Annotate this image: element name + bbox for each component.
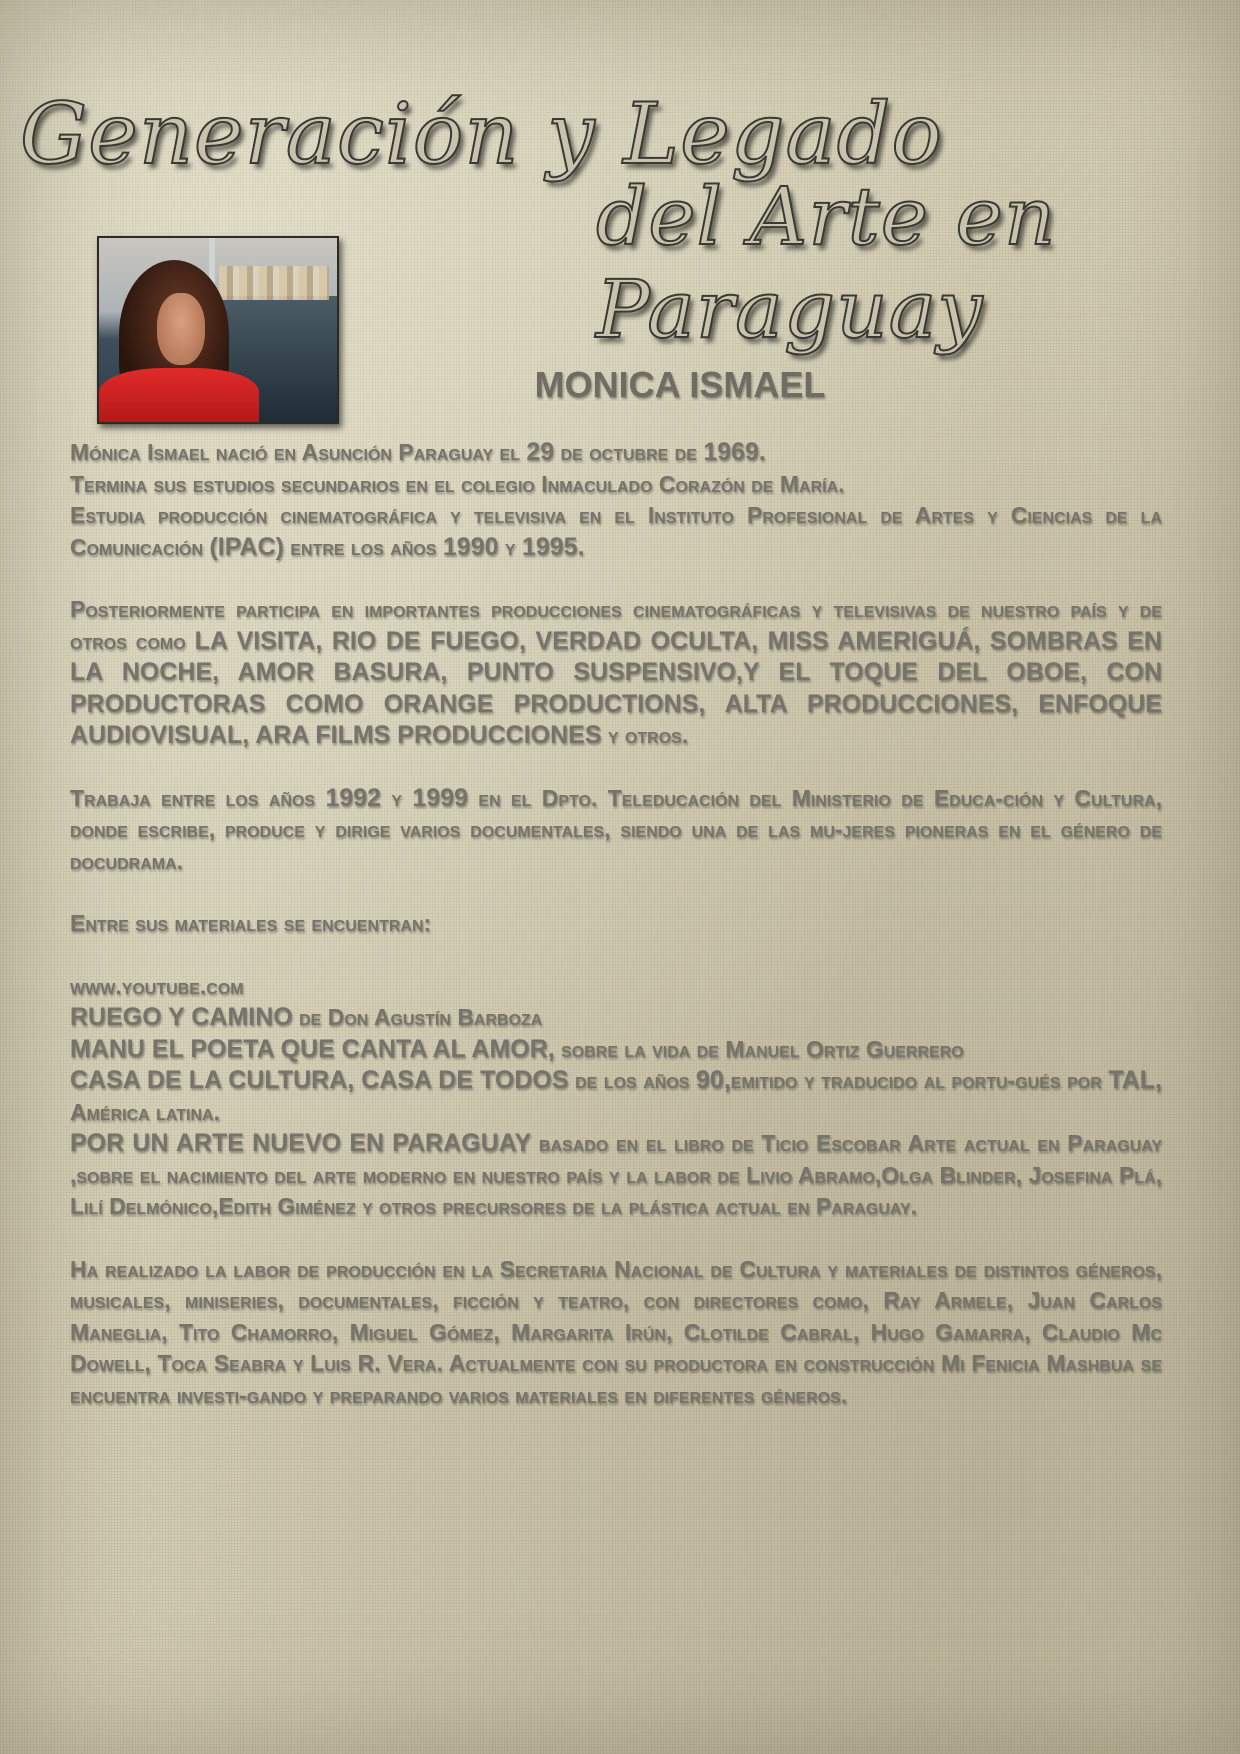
bio-paragraph-2: Posteriormente participa en importantes producciones cinematográficas y televisivas de nuestro país y de otros como LA VISITA, RIO DE FUEGO, VERDAD OCULTA, MISS AMERIGUÁ, SOMBRAS EN LA NOCHE, AMOR BASURA, PUNTO SUSPENSIVO,Y EL TOQUE DEL OBOE, CON PRODUCTORAS COMO ORANGE PRODUCTIONS, ALTA PRODUCCIONES, ENFOQUE AUDIOVISUAL, ARA FILMS PRODUCCIONES y otros. bbox=[70, 596, 1162, 749]
artist-name: MONICA ISMAEL bbox=[534, 364, 826, 405]
materials-list: www.youtube.com RUEGO Y CAMINO de Don Agustín Barboza MANU EL POETA QUE CANTA AL AMOR, sobre la vida de Manuel Ortiz Guerrero CASA DE LA CULTURA, CASA DE TODOS de los años 90,emitido y traducido al portu-gués por TAL, América latina. POR UN ARTE NUEVO EN PARAGUAY basado en el libro de Ticio Escobar Arte actual en Paraguay ,sobre el nacimiento del arte moderno en nuestro país y la labor de Livio Abramo,Olga Blinder, Josefina Plá, Lilí Delmónico,Edith Giménez y otros precursores de la plástica actual en Paraguay. bbox=[70, 972, 1163, 1219]
bio-paragraph-1: Mónica Ismael nació en Asunción Paraguay el 29 de octubre de 1969. Termina sus estudios secundarios en el colegio Inmaculado Corazón de María. Estudia producción cinematográfica y televisiva en el Instituto Profesional de Artes y Ciencias de la Comunicación (IPAC) entre los años 1990 y 1995. bbox=[70, 438, 1162, 561]
page-title-line-1: Generación y Legado bbox=[20, 85, 943, 183]
bio-paragraph-6: Ha realizado la labor de producción en la Secretaria Nacional de Cultura y materiales de distintos géneros, musicales, miniseries, documentales, ficción y teatro, con directores como, Ray Armele, Juan Carlos Maneglia, Tito Chamorro, Miguel Gómez, Margarita Irún, Clotilde Cabral, Hugo Gamarra, Claudio Mc Dowell, Toca Seabra y Luis R. Vera. Actualmente con su productora en construcción Mi Fenicia Mashbua se encuentra investi-gando y preparando varios materiales en diferentes géneros. bbox=[70, 1255, 1162, 1408]
bio-paragraph-3: Trabaja entre los años 1992 y 1999 en el Dpto. Teleducación del Ministerio de Educa-ción y Cultura, donde escribe, produce y dirige varios documentales, siendo una de las mu-jeres pioneras en el género de docudrama. bbox=[70, 783, 1162, 874]
youtube-link[interactable]: www.youtube.com bbox=[70, 972, 244, 999]
page-title-line-2: del Arte en Paraguay bbox=[596, 170, 1057, 356]
biography bbox=[70, 437, 1162, 1411]
materials-heading: Entre sus materiales se encuentran: bbox=[70, 910, 432, 936]
